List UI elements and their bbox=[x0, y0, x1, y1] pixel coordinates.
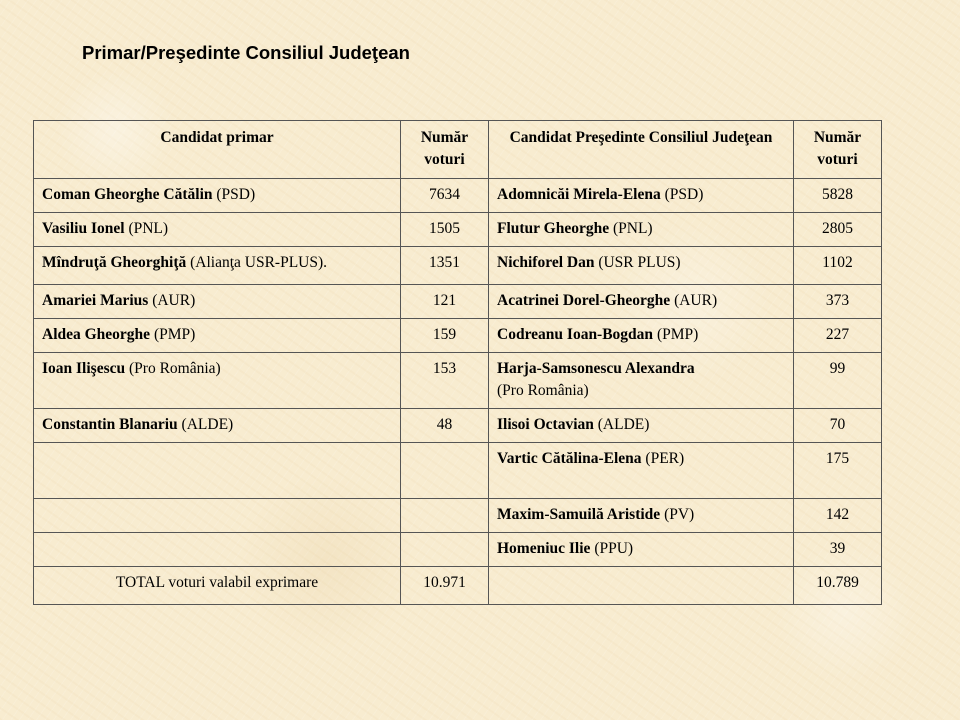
page-title: Primar/Preşedinte Consiliul Judeţean bbox=[82, 42, 410, 63]
president-candidate-cell bbox=[489, 443, 794, 499]
party-label: (ALDE) bbox=[597, 416, 650, 433]
table-header-row bbox=[34, 121, 882, 179]
candidate-name: Homeniuc Ilie bbox=[497, 540, 591, 557]
table-row bbox=[34, 285, 882, 319]
mayor-votes-cell bbox=[401, 443, 489, 499]
party-label: (PMP) bbox=[656, 326, 699, 343]
mayor-votes-cell: 1505 bbox=[401, 213, 489, 247]
table-row bbox=[34, 409, 882, 443]
party-label: (AUR) bbox=[674, 292, 718, 309]
president-votes-cell: 227 bbox=[794, 319, 882, 353]
candidate-name: Vasiliu Ionel bbox=[42, 220, 125, 237]
party-label: (Pro România) bbox=[497, 382, 589, 399]
party-label: (AUR) bbox=[152, 292, 196, 309]
president-candidate-cell bbox=[489, 533, 794, 567]
mayor-candidate-cell bbox=[34, 499, 401, 533]
total-label: TOTAL voturi valabil exprimare bbox=[34, 567, 401, 605]
candidate-name: Coman Gheorghe Cătălin bbox=[42, 186, 213, 203]
party-label: (Pro România) bbox=[129, 360, 221, 377]
header-mayor-votes: Număr voturi bbox=[401, 121, 489, 179]
mayor-candidate-cell bbox=[34, 533, 401, 567]
mayor-candidate-cell bbox=[34, 285, 401, 319]
candidate-name: Ioan Ilişescu bbox=[42, 360, 126, 377]
table-row bbox=[34, 443, 882, 499]
total-mayor-votes: 10.971 bbox=[401, 567, 489, 605]
mayor-votes-cell: 153 bbox=[401, 353, 489, 409]
president-votes-cell: 2805 bbox=[794, 213, 882, 247]
mayor-votes-cell: 48 bbox=[401, 409, 489, 443]
party-label: (ALDE) bbox=[181, 416, 234, 433]
party-label: (PNL) bbox=[612, 220, 653, 237]
president-candidate-cell bbox=[489, 247, 794, 285]
party-label: (USR PLUS) bbox=[598, 254, 681, 271]
total-empty-cell bbox=[489, 567, 794, 605]
candidate-name: Vartic Cătălina-Elena bbox=[497, 450, 642, 467]
president-votes-cell: 373 bbox=[794, 285, 882, 319]
mayor-candidate-cell bbox=[34, 409, 401, 443]
candidate-name: Adomnicăi Mirela-Elena bbox=[497, 186, 661, 203]
candidate-name: Mîndruţă Gheorghiţă bbox=[42, 254, 187, 271]
president-votes-cell: 5828 bbox=[794, 179, 882, 213]
party-label: (PPU) bbox=[594, 540, 634, 557]
mayor-votes-cell bbox=[401, 533, 489, 567]
mayor-candidate-cell bbox=[34, 247, 401, 285]
mayor-votes-cell: 1351 bbox=[401, 247, 489, 285]
party-label: (PER) bbox=[645, 450, 685, 467]
mayor-candidate-cell bbox=[34, 443, 401, 499]
candidate-name: Codreanu Ioan-Bogdan bbox=[497, 326, 654, 343]
mayor-candidate-cell bbox=[34, 179, 401, 213]
candidate-name: Harja-Samsonescu Alexandra bbox=[497, 360, 695, 377]
president-votes-cell: 70 bbox=[794, 409, 882, 443]
president-candidate-cell bbox=[489, 353, 794, 409]
header-mayor-candidate: Candidat primar bbox=[34, 121, 401, 179]
mayor-candidate-cell bbox=[34, 319, 401, 353]
table-row bbox=[34, 213, 882, 247]
party-label: (PMP) bbox=[153, 326, 196, 343]
president-candidate-cell bbox=[489, 213, 794, 247]
president-candidate-cell bbox=[489, 179, 794, 213]
president-candidate-cell bbox=[489, 499, 794, 533]
party-label: (Alianţa USR-PLUS). bbox=[190, 254, 328, 271]
president-votes-cell: 1102 bbox=[794, 247, 882, 285]
total-president-votes: 10.789 bbox=[794, 567, 882, 605]
candidate-name: Aldea Gheorghe bbox=[42, 326, 151, 343]
table-row bbox=[34, 499, 882, 533]
president-votes-cell: 142 bbox=[794, 499, 882, 533]
header-president-candidate: Candidat Preşedinte Consiliul Judeţean bbox=[489, 121, 794, 179]
party-label: (PV) bbox=[664, 506, 695, 523]
candidate-name: Amariei Marius bbox=[42, 292, 149, 309]
president-votes-cell: 99 bbox=[794, 353, 882, 409]
president-candidate-cell bbox=[489, 409, 794, 443]
table-row bbox=[34, 319, 882, 353]
mayor-candidate-cell bbox=[34, 353, 401, 409]
mayor-votes-cell bbox=[401, 499, 489, 533]
candidate-name: Flutur Gheorghe bbox=[497, 220, 610, 237]
table-row bbox=[34, 533, 882, 567]
president-votes-cell: 175 bbox=[794, 443, 882, 499]
mayor-votes-cell: 7634 bbox=[401, 179, 489, 213]
candidate-name: Maxim-Samuilă Aristide bbox=[497, 506, 661, 523]
mayor-candidate-cell bbox=[34, 213, 401, 247]
mayor-votes-cell: 121 bbox=[401, 285, 489, 319]
president-votes-cell: 39 bbox=[794, 533, 882, 567]
table-total-row bbox=[34, 567, 882, 605]
candidate-name: Ilisoi Octavian bbox=[497, 416, 594, 433]
party-label: (PSD) bbox=[216, 186, 256, 203]
header-president-votes: Număr voturi bbox=[794, 121, 882, 179]
table-row bbox=[34, 353, 882, 409]
table-row bbox=[34, 179, 882, 213]
table-row bbox=[34, 247, 882, 285]
president-candidate-cell bbox=[489, 319, 794, 353]
candidate-name: Acatrinei Dorel-Gheorghe bbox=[497, 292, 671, 309]
results-table bbox=[33, 120, 882, 605]
president-candidate-cell bbox=[489, 285, 794, 319]
mayor-votes-cell: 159 bbox=[401, 319, 489, 353]
candidate-name: Constantin Blanariu bbox=[42, 416, 178, 433]
candidate-name: Nichiforel Dan bbox=[497, 254, 595, 271]
party-label: (PNL) bbox=[128, 220, 169, 237]
party-label: (PSD) bbox=[664, 186, 704, 203]
